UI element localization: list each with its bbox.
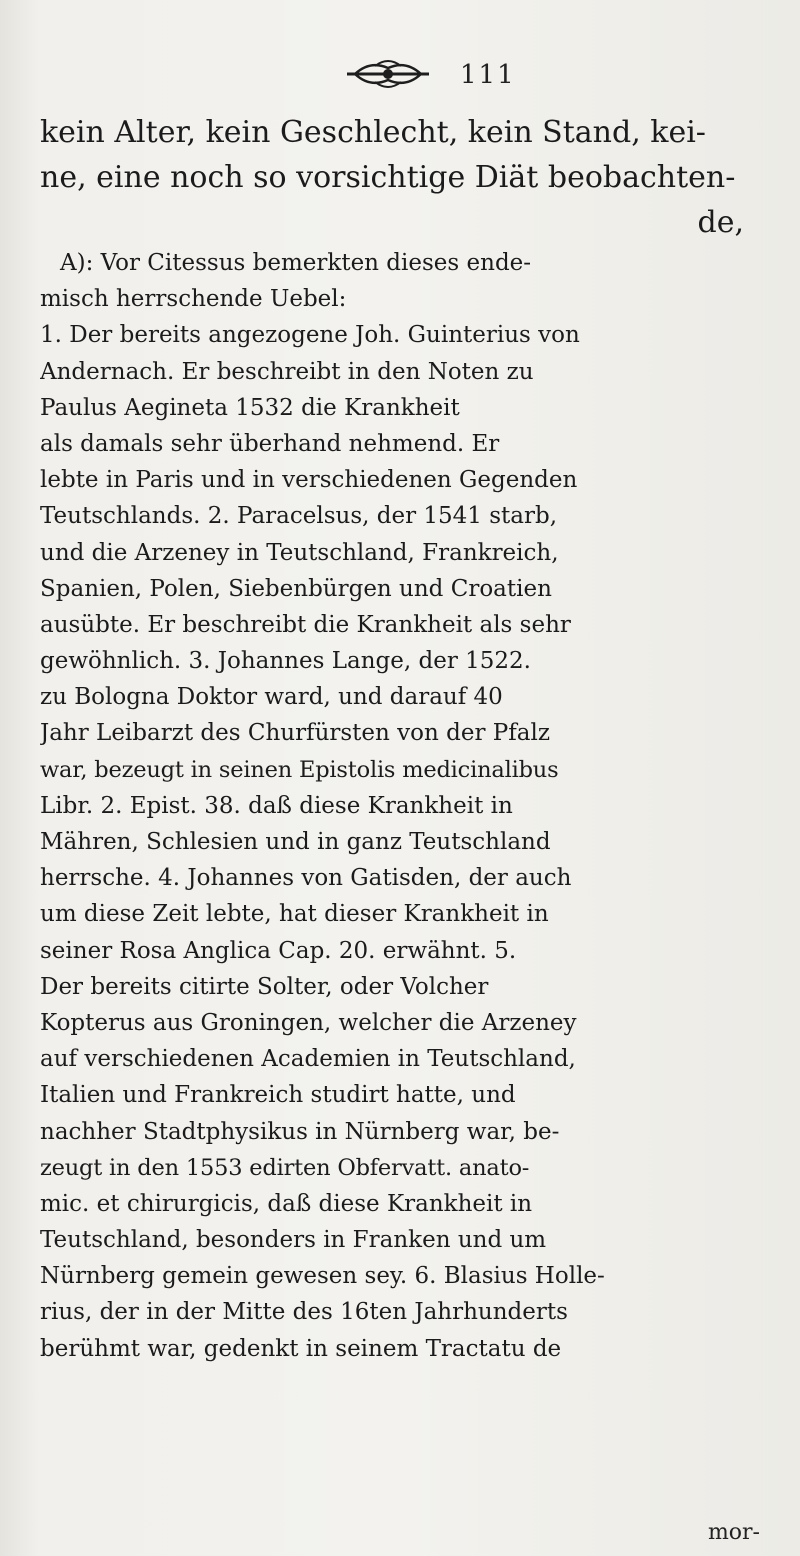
text-line: rius, der in der Mitte des 16ten Jahrhunderts <box>40 1299 568 1326</box>
text-line: Mähren, Schlesien und in ganz Teutschland <box>40 829 551 855</box>
text-line: zu Bologna Doktor ward, und darauf 40 <box>40 684 503 711</box>
text-line: ausübte. Er beschreibt die Krankheit als sehr <box>40 611 571 638</box>
text-line: nachher Stadtphysikus in Nürnberg war, be- <box>40 1118 560 1145</box>
text-line: kein Alter, kein Geschlecht, kein Stand, kei- <box>40 115 706 150</box>
text-line: Paulus Aegineta 1532 die Krankheit <box>40 394 460 421</box>
text-line: Kopterus aus Groningen, welcher die Arzeney <box>40 1009 577 1036</box>
text-line: Der bereits citirte Solter, oder Volcher <box>40 973 489 1000</box>
text-line: seiner Rosa Anglica Cap. 20. erwähnt. 5. <box>40 937 517 964</box>
text-line: mic. et chirurgicis, daß diese Krankheit in <box>40 1190 533 1217</box>
text-line: 1. Der bereits angezogene Joh. Guinterius von <box>40 322 580 349</box>
text-line: de, <box>697 205 744 240</box>
body-text <box>40 110 756 1367</box>
catchword: mor- <box>707 1520 760 1545</box>
text-line: herrsche. 4. Johannes von Gatisden, der auch <box>40 865 572 892</box>
text-line: gewöhnlich. 3. Johannes Lange, der 1522. <box>40 648 531 675</box>
text-line: Teutschland, besonders in Franken und um <box>40 1227 547 1254</box>
text-line: Andernach. Er beschreibt in den Noten zu <box>40 358 534 385</box>
text-line: auf verschiedenen Academien in Teutschland, <box>40 1046 576 1073</box>
text-line: misch herrschende Uebel: <box>40 286 347 313</box>
text-line: berühmt war, gedenkt in seinem Tractatu de <box>40 1335 562 1362</box>
text-line: Spanien, Polen, Siebenbürgen und Croatien <box>40 575 552 602</box>
text-line: Teutschlands. 2. Paracelsus, der 1541 starb, <box>40 503 558 530</box>
ornament-icon <box>345 54 431 94</box>
text-line: um diese Zeit lebte, hat dieser Krankheit in <box>40 901 549 928</box>
text-line: Nürnberg gemein gewesen sey. 6. Blasius Holle- <box>40 1263 605 1290</box>
page-number: 111 <box>460 60 516 90</box>
section-heading: A): Vor Citessus bemerkten dieses ende- <box>60 250 532 276</box>
text-line: als damals sehr überhand nehmend. Er <box>40 430 500 457</box>
text-line: ne, eine noch so vorsichtige Diät beobachten- <box>40 160 736 195</box>
text-line: Libr. 2. Epist. 38. daß diese Krankheit in <box>40 792 513 819</box>
text-line: Italien und Frankreich studirt hatte, und <box>40 1082 516 1109</box>
text-line: zeugt in den 1553 edirten Obfervatt. anato- <box>40 1154 530 1181</box>
text-line: Jahr Leibarzt des Churfürsten von der Pfalz <box>40 720 550 747</box>
text-line: lebte in Paris und in verschiedenen Gegenden <box>40 467 578 494</box>
text-line: war, bezeugt in seinen Epistolis medicinalibus <box>40 756 559 783</box>
text-line: und die Arzeney in Teutschland, Frankreich, <box>40 539 559 566</box>
